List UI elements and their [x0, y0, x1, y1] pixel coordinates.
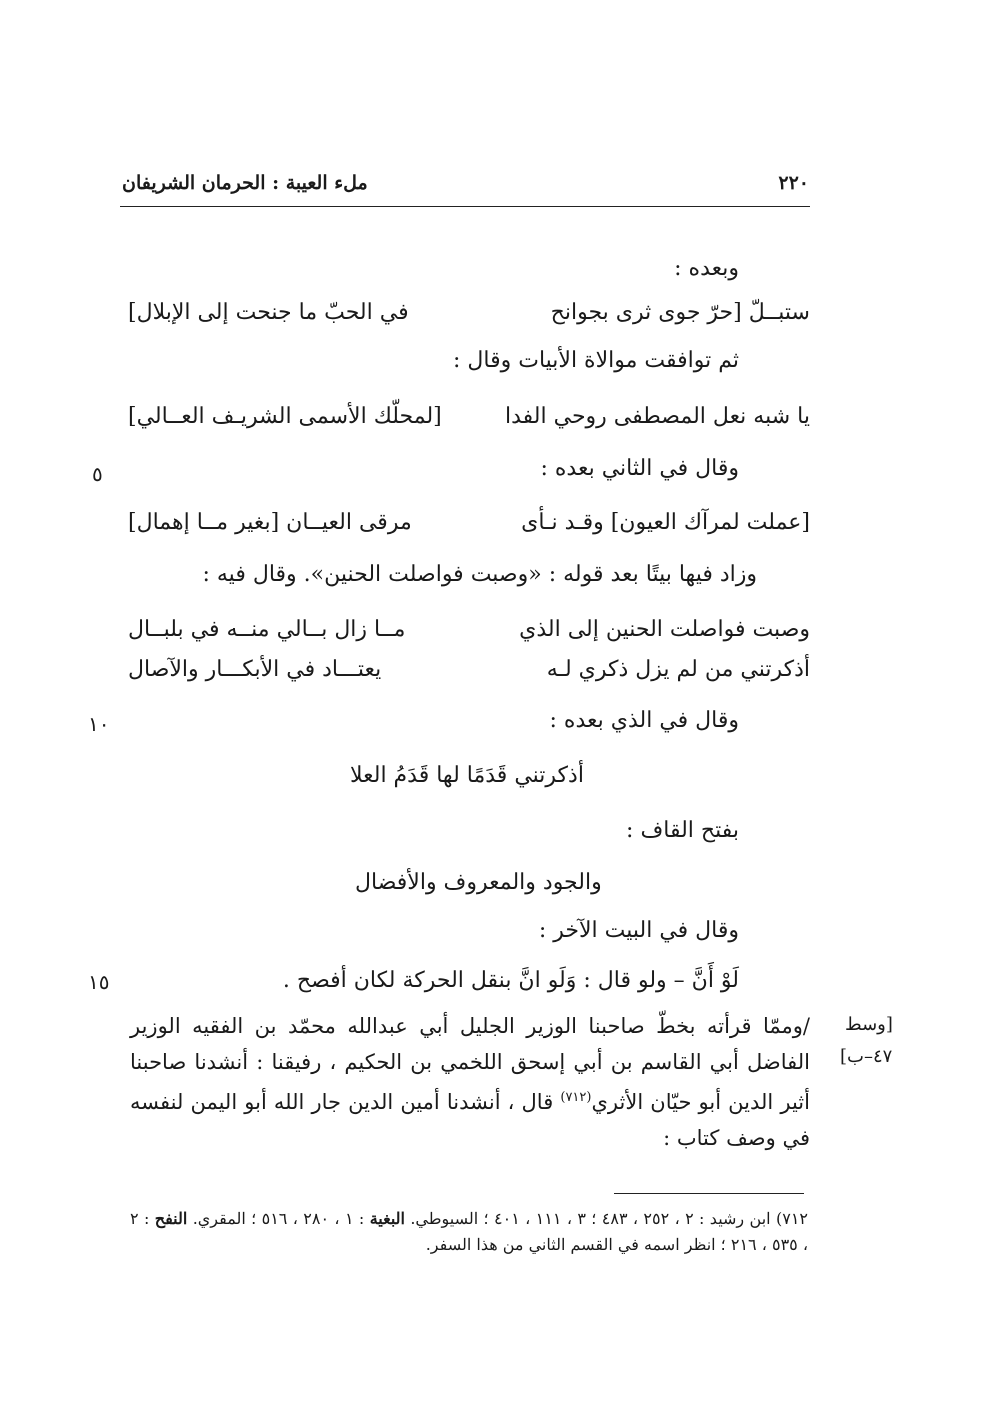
verse-hemistich-right: وصبت فواصلت الحنين إلى الذي: [519, 617, 810, 642]
verse-hemistich-left: مــا زال بــالي منــه في بلبــال: [128, 617, 406, 642]
text-line: وزاد فيها بيتًا بعد قوله : «وصبت فواصلت الحنين». وقال فيه :: [202, 562, 757, 587]
text-line: وقال في الذي بعده :: [549, 708, 739, 733]
footnote-source: النفح: [154, 1209, 188, 1228]
prose-paragraph: [130, 1008, 810, 1156]
verse-hemistich-left: يعتـــاد في الأبكـــار والآصال: [128, 657, 382, 682]
paragraph-text: قال ، أنشدنا أمين الدين جار الله أبو اليمن لنفسه في وصف كتاب :: [130, 1090, 810, 1150]
footnote-text: : ١ ، ٢٨٠ ، ٥١٦ ؛ المقري.: [192, 1209, 365, 1228]
text-line: وقال في الثاني بعده :: [540, 456, 739, 481]
header-rule: [120, 206, 810, 207]
text-line: وقال في البيت الآخر :: [538, 918, 739, 943]
line-number: ٥: [92, 462, 103, 486]
centered-verse: أذكرتني قَدَمًا لها قَدَمُ العلا: [350, 763, 584, 788]
centered-verse: والجود والمعروف والأفضال: [355, 870, 602, 895]
verse-hemistich-right: [عملت لمرآك العيون] وقـد نـأى: [521, 510, 810, 535]
verse-hemistich-right: أذكرتني من لم يزل ذكري لـه: [546, 657, 810, 682]
page-number: ٢٢٠: [778, 172, 809, 194]
paragraph-text: /وممّا قرأته بخطّ صاحبنا الوزير الجليل أبي عبدالله محمّد بن الفقيه الوزير الفاضل أبي القاسم بن أبي إسحق اللخمي بن الحكيم ، رفيقنا : أنشدنا صاحبنا أثير الدين أبو حيّان الأثري: [130, 1014, 810, 1114]
text-line: لَوْ أَنَّ – ولو قال : وَلَو انَّ بنقل الحركة لكان أفصح .: [282, 968, 739, 993]
text-line: وبعده :: [674, 256, 739, 281]
margin-note: ٤٧–ب]: [840, 1046, 893, 1067]
footnote-source: البغية: [369, 1209, 405, 1228]
line-number: ١٠: [88, 712, 110, 736]
margin-note: [وسط: [845, 1014, 893, 1035]
verse-hemistich-left: مرقى العيــان [بغير مــا إهمال]: [128, 510, 412, 535]
text-line: ثم توافقت موالاة الأبيات وقال :: [453, 348, 739, 373]
footnote-rule: [614, 1193, 804, 1194]
footnote-ref: (٧١٢): [560, 1090, 592, 1105]
verse-hemistich-right: ستبــلّ [حرّ جوى ثرى بجوانح: [550, 300, 810, 325]
footnote-text: ٧١٢) ابن رشيد : ٢ ، ٢٥٢ ، ٤٨٣ ؛ ٣ ، ١١١ ، ٤٠١ ؛ السيوطي.: [410, 1209, 808, 1228]
verse-hemistich-right: يا شبه نعل المصطفى روحي الفدا: [505, 404, 810, 429]
footnote: [130, 1206, 808, 1258]
verse-hemistich-left: [لمحلّك الأسمى الشريـف العــالي]: [128, 404, 442, 429]
line-number: ١٥: [88, 970, 110, 994]
footnote-text: : ٢ ، ٥٣٥ ، ٢١٦ ؛ انظر اسمه في القسم الثاني من هذا السفر.: [130, 1209, 808, 1254]
running-title: ملء العيبة : الحرمان الشريفان: [122, 172, 368, 194]
verse-hemistich-left: في الحبّ ما جنحت إلى الإبلال]: [128, 300, 409, 325]
text-line: بفتح القاف :: [626, 818, 739, 843]
